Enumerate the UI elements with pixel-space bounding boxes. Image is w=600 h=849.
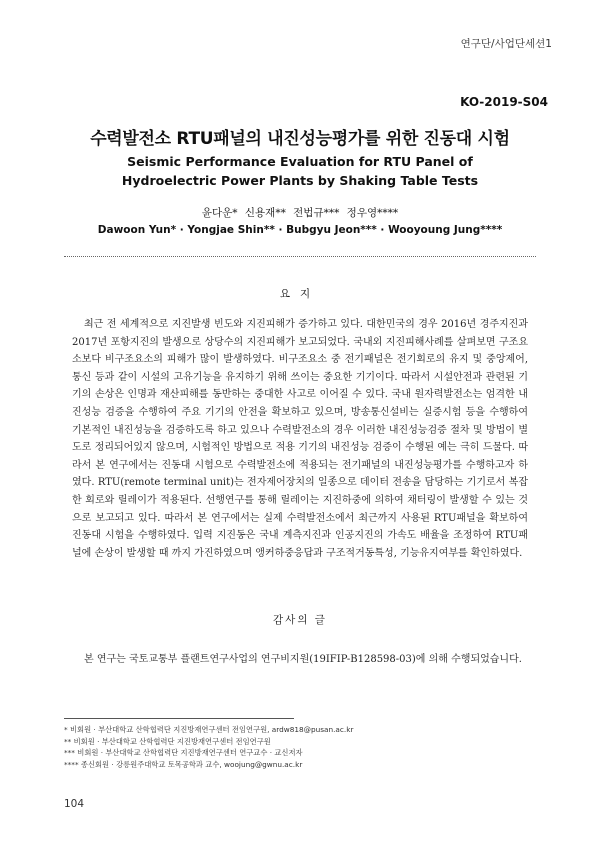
authors-english: Dawoon Yun* · Yongjae Shin** · Bubgyu Jeon*** · Wooyoung Jung**** — [97, 224, 503, 236]
title-english-line-2: Hydroelectric Power Plants by Shaking Table Tests — [121, 173, 479, 188]
authors-korean: 윤다운* 신용재** 전법규*** 정우영**** — [201, 207, 399, 219]
footnote-item: ** 비회원 · 부산대학교 산학협력단 지진방재연구센터 전임연구원 — [64, 736, 271, 746]
section-divider — [64, 256, 536, 257]
paper-code: KO-2019-S04 — [460, 95, 548, 109]
footnotes — [64, 724, 544, 770]
footnote-item: **** 종신회원 · 강릉원주대학교 토목공학과 교수, woojung@gwnu.ac.kr — [64, 759, 303, 769]
acknowledgment-body: 본 연구는 국토교통부 플랜트연구사업의 연구비지원(19IFIP-B128598-03)에 의해 수행되었습니다. — [84, 654, 522, 665]
page-number: 104 — [64, 798, 85, 810]
title-english-line-1: Seismic Performance Evaluation for RTU Panel of — [127, 154, 473, 169]
abstract-body: 최근 전 세계적으로 지진발생 빈도와 지진피해가 증가하고 있다. 대한민국의 경우 2016년 경주지진과 2017년 포항지진의 발생으로 상당수의 지진피해가 보고되었다. 국내외 지진피해사례를 살펴보면 구조요소보다 비구조요소의 피해가 많이 발생하였다. 비구조요소 중 전기패널은 전기회로의 유지 및 중앙제어, 통신 등과 같이 시설의 고유기능을 유지하기 위해 쓰이는 중요한 기기이다. 따라서 시설안전과 관련된 기기의 손상은 인명과 재산피해를 동반하는 중대한 사고로 이어질 수 있다. 국내 원자력발전소는 엄격한 내진성능 검증을 수행하여 주요 기기의 안전을 확보하고 있으며, 방송통신설비는 실증시험 등을 수행하여 기본적인 내진성능을 검증하도록 하고 있으나 수력발전소의 경우 이러한 내진성능검증 절차 및 방법이 별도로 정리되어있지 않으며, 시험적인 방법으로 적용 기기의 내진성능 검증이 수행된 예는 극히 드물다. 따라서 본 연구에서는 진동대 시험으로 수력발전소에 적용되는 전기패널의 내진성능평가를 수행하고자 하였다. RTU(remote terminal unit)는 전자제어장치의 일종으로 데이터 전송을 담당하는 기기로서 복잡한 회로와 릴레이가 적용된다. 선행연구를 통해 릴레이는 지진하중에 의하여 채터링이 발생할 수 있는 것으로 보고되고 있다. 따라서 본 연구에서는 실제 수력발전소에서 최근까지 사용된 RTU패널을 확보하여 진동대 시험을 수행하였다. 입력 지진동은 국내 계측지진과 인공지진의 가속도 배율을 조정하여 RTU패널에 손상이 발생할 때 까지 가진하였으며 앵커하중응답과 구조적거동특성, 기능유지여부를 확인하였다. — [72, 319, 528, 559]
abstract-heading: 요지 — [279, 288, 321, 300]
acknowledgment-heading: 감사의 글 — [273, 614, 327, 626]
footnote-rule — [64, 718, 294, 719]
session-label: 연구단/사업단세션1 — [460, 38, 552, 50]
title-korean: 수력발전소 RTU패널의 내진성능평가를 위한 진동대 시험 — [90, 129, 510, 149]
footnote-item: *** 비회원 · 부산대학교 산학협력단 지진방재연구센터 연구교수 · 교신저자 — [64, 748, 303, 758]
title-english — [0, 152, 600, 190]
footnote-item: * 비회원 · 부산대학교 산학협력단 지진방재연구센터 전임연구원, ardw818@pusan.ac.kr — [64, 725, 354, 734]
